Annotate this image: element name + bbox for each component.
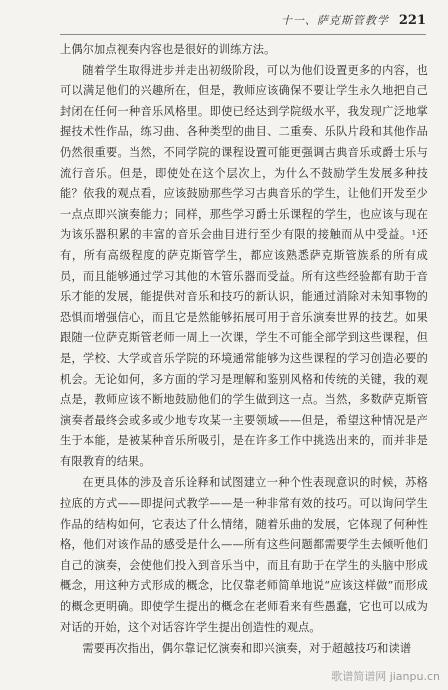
paragraph-continuation: 上偶尔加点视奏内容也是很好的训练方法。: [60, 43, 276, 56]
header-rule: [60, 34, 426, 35]
page-number: 221: [398, 13, 426, 28]
body-text: [60, 40, 428, 660]
running-header: [60, 12, 426, 34]
paragraph-1: 随着学生取得进步并走出初级阶段，可以为他们设置更多的内容，也可以满足他们的兴趣所在，但是，教师应该确保不要让学生永久地把自己封闭在任何一种音乐风格里。即使已经达到学院级水平，我发现广泛地掌握技术性作品，练习曲、各种类型的曲目、二重奏、乐队片段和其他作品仍然很重要。当然，不同学院的课程设置可能更强调古典音乐或爵士乐与流行音乐。但是，即使处在这个层次上，为什么不鼓励学生发展多种技能？依我的观点看，应该鼓励那些学习古典音乐的学生，让他们开发至少一点点即兴演奏能力；同样，那些学习爵士乐课程的学生，也应该与现在为该乐器积累的丰富的音乐会曲目进行至少有限的接触而从中受益。¹还有，所有高级程度的萨克斯管学生，都应该熟悉萨克斯管族系的所有成员，而且能够通过学习其他的木管乐器而受益。所有这些经验都有助于音乐才能的发展，能提供对音乐和技巧的新认识，能通过消除对未知事物的恐惧而增强信心，而且它是然能够拓展可用于音乐演奏世界的技艺。如果跟随一位萨克斯管老师一周上一次课，学生不可能全部学到这些课程，但是，学校、大学或音乐学院的环境通常能够为这些课程的学习创造必要的机会。无论如何，多方面的学习是理解和鉴别风格和传统的关键，我的观点是，教师应该不断地鼓励他们的学生做到这一点。当然，多数萨克斯管演奏者最终会或多或少地专攻某一主要领域——但是，希望这种情况是产生于本能，是被某种音乐所吸引，是在许多工作中挑选出来的，而并非是有限教育的结果。: [60, 63, 428, 468]
chapter-title: 十一、萨克斯管教学: [280, 14, 389, 27]
paragraph-2: 在更具体的涉及音乐诠释和试图建立一种个性表现意识的时候，苏格拉底的方式——即提问式教学——是一种非常有效的技巧。可以询问学生作品的结构如何，它表达了什么情绪，随着乐曲的发展，它体现了何种性格，他们对该作品的感受是什么——所有这些问题都需要学生去倾听他们自己的演奏，会使他们投入到音乐当中，而且有助于在学生的头脑中形成概念，用这种方式形成的概念，比仅靠老师简单地说“应该这样做”而形成的概念更明确。即使学生提出的概念在老师看来有些愚蠢，它也可以成为对话的开始，这个对话容许学生提出创造性的观点。: [60, 476, 428, 634]
watermark: 歌谱简谱网 jianpu.cn: [331, 670, 440, 683]
paragraph-3: 需要再次指出，偶尔靠记忆演奏和即兴演奏，对于超越技巧和读谱: [82, 642, 412, 656]
